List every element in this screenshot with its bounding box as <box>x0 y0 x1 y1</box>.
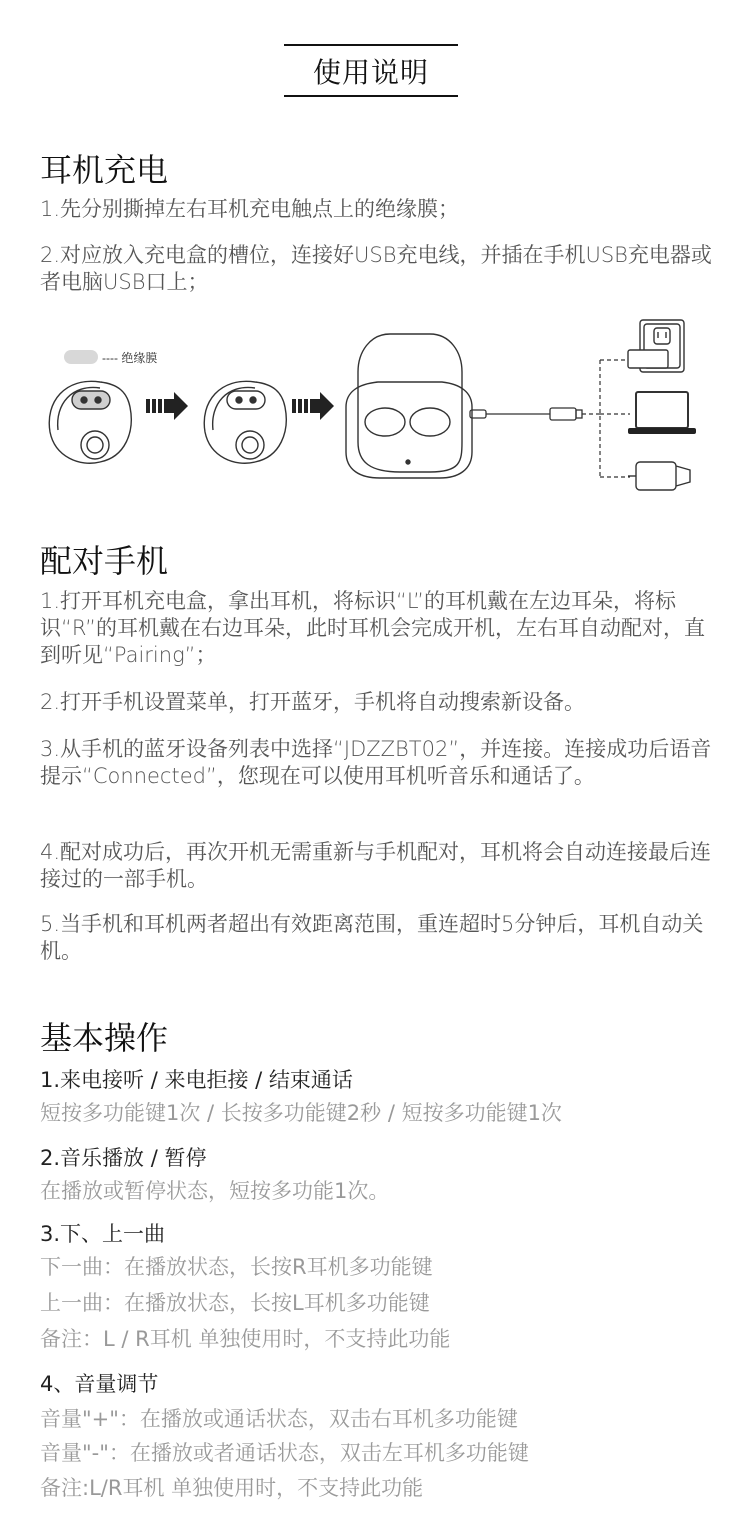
pairing-heading: 配对手机 <box>40 542 169 580</box>
arrow-right-icon <box>146 392 188 420</box>
op-4-title: 4、音量调节 <box>40 1372 159 1396</box>
op-3-title: 3.下、上一曲 <box>40 1222 166 1246</box>
charging-illustration <box>40 312 700 506</box>
op-1-line-1: 短按多功能键1次 / 长按多功能键2秒 / 短按多功能键1次 <box>40 1101 562 1125</box>
usb-cable-icon <box>470 408 582 420</box>
arrow-right-icon <box>292 392 334 420</box>
op-4-line-2: 音量"-"：在播放或者通话状态，双击左耳机多功能键 <box>40 1441 529 1465</box>
op-1-title: 1.来电接听 / 来电拒接 / 结束通话 <box>40 1068 353 1092</box>
charging-diagram <box>40 312 700 502</box>
earbud-with-film-icon <box>49 381 131 463</box>
op-2-title: 2.音乐播放 / 暂停 <box>40 1146 207 1170</box>
op-4-line-3: 备注:L/R耳机 单独使用时，不支持此功能 <box>40 1476 424 1500</box>
op-2-line-1: 在播放或暂停状态，短按多功能1次。 <box>40 1179 390 1203</box>
earbud-icon <box>204 381 286 463</box>
op-3-line-1: 下一曲：在播放状态，长按R耳机多功能键 <box>40 1255 433 1279</box>
charging-case-icon <box>346 334 472 478</box>
pairing-step-2: 2.打开手机设置菜单，打开蓝牙，手机将自动搜索新设备。 <box>40 690 586 714</box>
film-label: ---- 绝缘膜 <box>102 351 158 365</box>
op-3-line-2: 上一曲：在播放状态，长按L耳机多功能键 <box>40 1291 430 1315</box>
pairing-step-3: 3.从手机的蓝牙设备列表中选择“JDZZBT02”，并连接。连接成功后语音提示“Connected”，您现在可以使用耳机听音乐和通话了。 <box>40 737 712 788</box>
insulation-film-icon <box>64 350 98 364</box>
page-title-frame <box>284 44 458 97</box>
charging-step-2: 2.对应放入充电盒的槽位，连接好USB充电线，并插在手机USB充电器或者电脑USB口上； <box>40 243 712 294</box>
car-charger-icon <box>628 462 690 490</box>
charging-step-1: 1.先分别撕掉左右耳机充电触点上的绝缘膜； <box>40 197 460 221</box>
wall-charger-icon <box>628 320 684 372</box>
operations-heading: 基本操作 <box>40 1019 169 1057</box>
page-title: 使用说明 <box>312 55 429 89</box>
connector-lines <box>582 360 630 477</box>
charging-heading: 耳机充电 <box>40 151 169 189</box>
pairing-step-4: 4.配对成功后，再次开机无需重新与手机配对，耳机将会自动连接最后连接过的一部手机。 <box>40 840 712 891</box>
op-4-line-1: 音量"+"：在播放或通话状态，双击右耳机多功能键 <box>40 1407 518 1431</box>
pairing-step-1: 1.打开耳机充电盒，拿出耳机，将标识“L”的耳机戴在左边耳朵，将标识“R”的耳机戴在右边耳朵，此时耳机会完成开机，左右耳自动配对，直到听见“Pairing”； <box>40 589 706 667</box>
op-3-line-3: 备注：L / R耳机 单独使用时，不支持此功能 <box>40 1327 451 1351</box>
laptop-icon <box>628 392 696 434</box>
pairing-step-5: 5.当手机和耳机两者超出有效距离范围，重连超时5分钟后，耳机自动关机。 <box>40 912 704 963</box>
